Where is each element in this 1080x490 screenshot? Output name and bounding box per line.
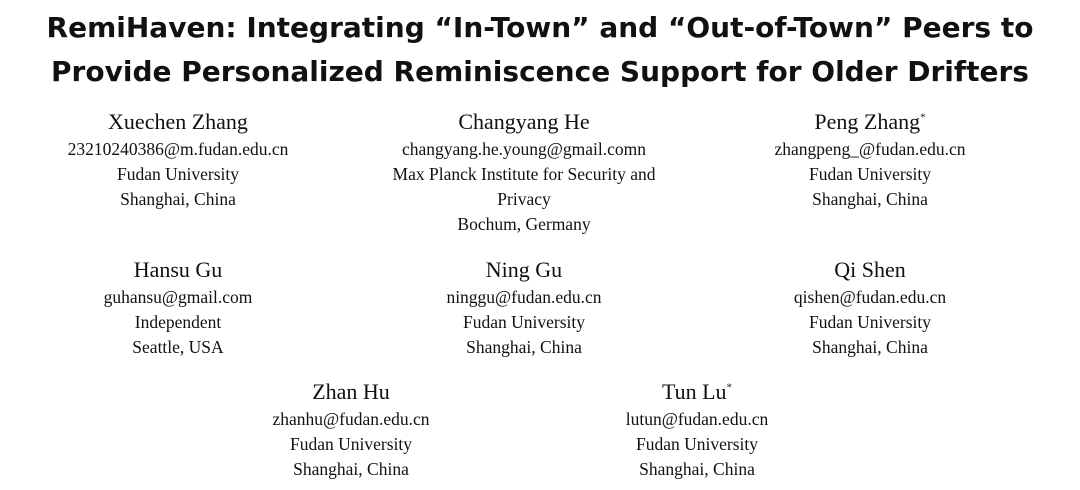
author-email[interactable]: zhangpeng_@fudan.edu.cn	[774, 139, 966, 159]
author-name: Zhan Hu	[312, 379, 390, 404]
author-block-zhan-hu	[181, 378, 521, 482]
author-name: Xuechen Zhang	[108, 109, 248, 134]
author-location: Seattle, USA	[132, 337, 224, 357]
author-location: Shanghai, China	[120, 189, 236, 209]
author-block-hansu-gu	[8, 256, 348, 360]
paper-title-line-2: Provide Personalized Reminiscence Support for Older Drifters	[51, 55, 1029, 88]
author-block-qi-shen	[700, 256, 1040, 360]
author-location: Shanghai, China	[812, 189, 928, 209]
author-affiliation: Fudan University	[808, 312, 931, 332]
author-affiliation: Fudan University	[116, 164, 239, 184]
author-affiliation-continued: Privacy	[497, 189, 551, 209]
author-affiliation: Independent	[134, 312, 222, 332]
author-name: Tun Lu*	[661, 379, 733, 404]
author-location: Shanghai, China	[466, 337, 582, 357]
author-location: Shanghai, China	[639, 459, 755, 479]
author-block-tun-lu	[527, 378, 867, 482]
author-block-changyang-he	[354, 108, 694, 237]
author-name: Qi Shen	[834, 257, 906, 282]
author-name: Ning Gu	[485, 257, 563, 282]
author-affiliation: Fudan University	[289, 434, 412, 454]
author-affiliation: Fudan University	[462, 312, 585, 332]
corresponding-author-mark: *	[726, 381, 733, 394]
author-email[interactable]: ninggu@fudan.edu.cn	[446, 287, 602, 307]
author-location: Shanghai, China	[812, 337, 928, 357]
author-email[interactable]: zhanhu@fudan.edu.cn	[272, 409, 430, 429]
author-location: Bochum, Germany	[457, 214, 591, 234]
author-block-ning-gu	[354, 256, 694, 360]
author-email[interactable]: 23210240386@m.fudan.edu.cn	[67, 139, 289, 159]
author-email[interactable]: guhansu@gmail.com	[103, 287, 253, 307]
author-email[interactable]: lutun@fudan.edu.cn	[625, 409, 769, 429]
corresponding-author-mark: *	[920, 111, 926, 124]
author-affiliation: Fudan University	[635, 434, 758, 454]
author-email[interactable]: changyang.he.young@gmail.comn	[401, 139, 647, 159]
author-affiliation: Fudan University	[808, 164, 931, 184]
author-location: Shanghai, China	[293, 459, 409, 479]
author-block-xuechen-zhang	[8, 108, 348, 212]
author-block-peng-zhang	[700, 108, 1040, 212]
author-name: Peng Zhang*	[814, 109, 926, 134]
author-email[interactable]: qishen@fudan.edu.cn	[793, 287, 947, 307]
author-affiliation: Max Planck Institute for Security and	[392, 164, 656, 184]
paper-title-line-1: RemiHaven: Integrating “In-Town” and “Out-of-Town” Peers to	[46, 11, 1034, 44]
author-name: Changyang He	[458, 109, 590, 134]
author-name: Hansu Gu	[133, 257, 223, 282]
paper-title	[0, 6, 1080, 94]
